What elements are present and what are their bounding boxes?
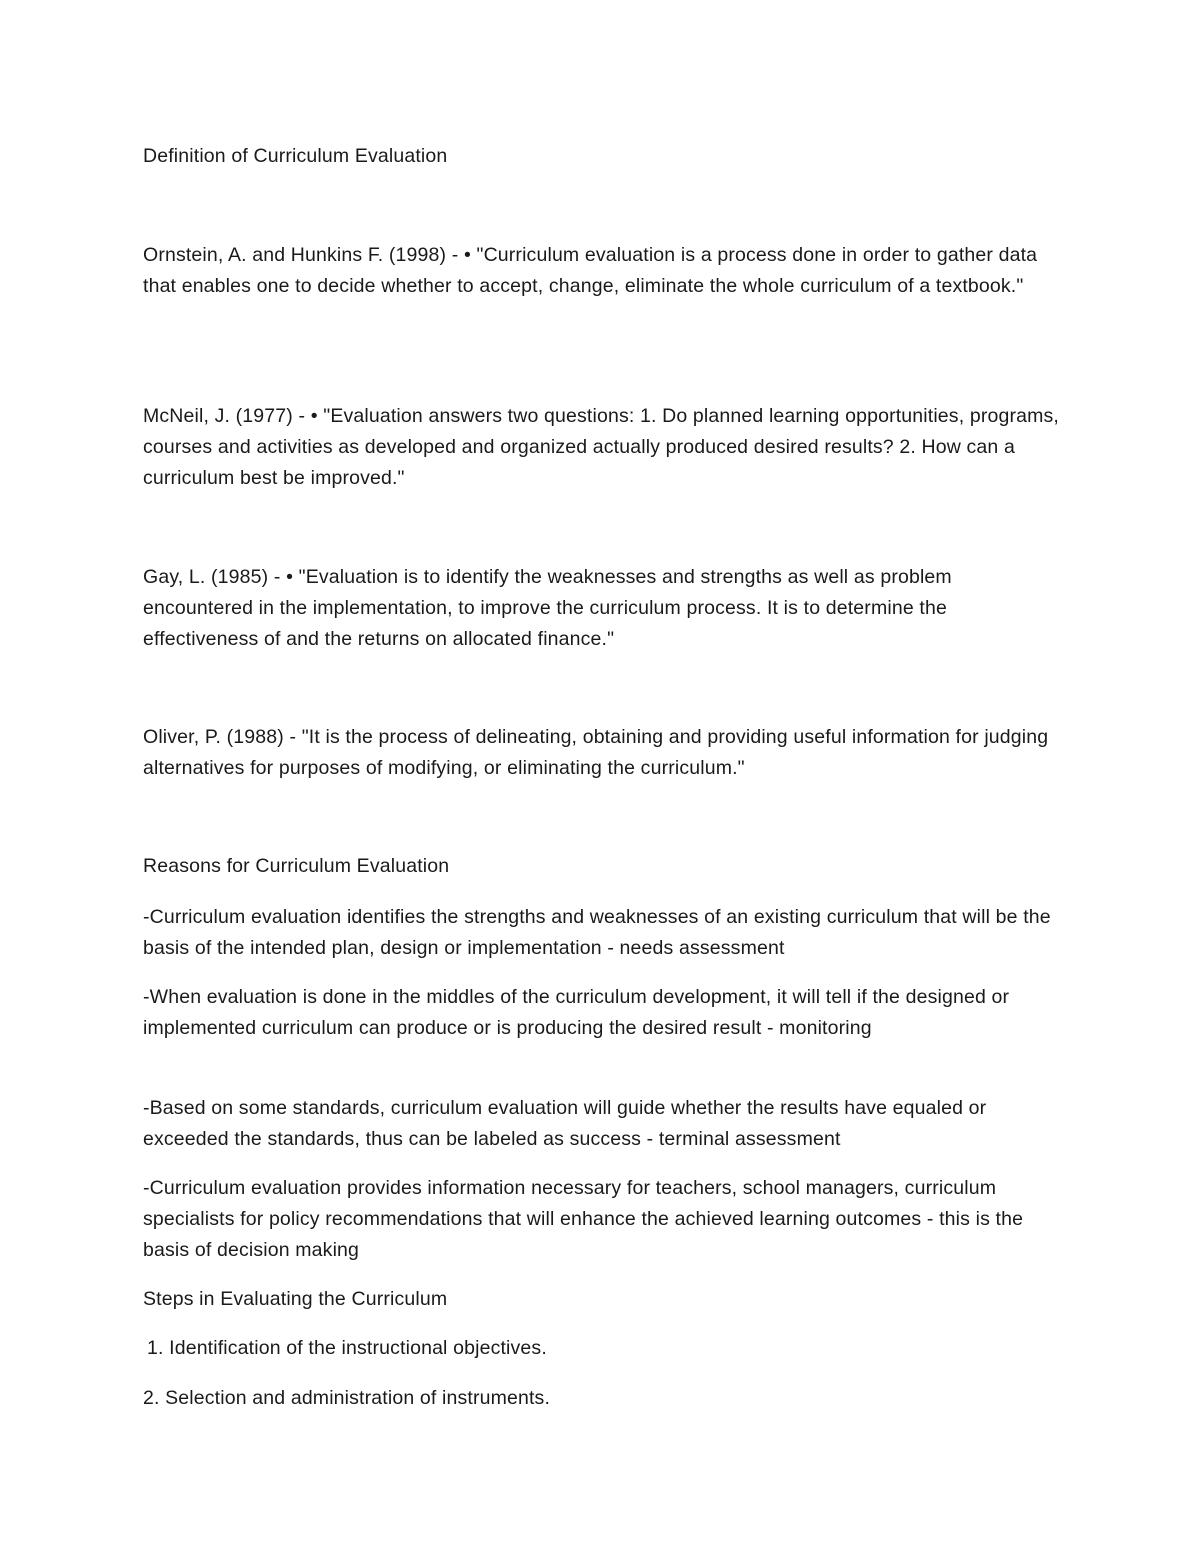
reason-paragraph-needs-assessment: -Curriculum evaluation identifies the strengths and weaknesses of an existing curriculum that will be the basis of the intended plan, design or implementation - needs assessment xyxy=(143,906,1051,959)
definition-paragraph-gay: Gay, L. (1985) - • "Evaluation is to identify the weaknesses and strengths as well as problem encountered in the implementation, to improve the curriculum process. It is to determine the effectiveness of and the returns on allocated finance." xyxy=(143,566,952,650)
step-item-identification: 1. Identification of the instructional objectives. xyxy=(147,1337,547,1359)
definition-paragraph-oliver: Oliver, P. (1988) - "It is the process of delineating, obtaining and providing useful information for judging alternatives for purposes of modifying, or eliminating the curriculum." xyxy=(143,726,1049,779)
reason-paragraph-monitoring: -When evaluation is done in the middles of the curriculum development, it will tell if the designed or implemented curriculum can produce or is producing the desired result - monitoring xyxy=(143,986,1010,1039)
section-heading-steps: Steps in Evaluating the Curriculum xyxy=(143,1288,448,1310)
reason-paragraph-terminal-assessment: -Based on some standards, curriculum evaluation will guide whether the results have equaled or exceeded the standards, thus can be labeled as success - terminal assessment xyxy=(143,1097,987,1150)
definition-paragraph-ornstein: Ornstein, A. and Hunkins F. (1998) - • "Curriculum evaluation is a process done in order to gather data that enables one to decide whether to accept, change, eliminate the whole curriculum of a textbook." xyxy=(143,244,1038,297)
definition-paragraph-mcneil: McNeil, J. (1977) - • "Evaluation answers two questions: 1. Do planned learning opportunities, programs, courses and activities as developed and organized actually produced desired results? 2. How can a curriculum best be improved." xyxy=(143,405,1059,489)
section-heading-definition: Definition of Curriculum Evaluation xyxy=(143,145,448,167)
step-item-selection: 2. Selection and administration of instruments. xyxy=(143,1387,551,1409)
section-heading-reasons: Reasons for Curriculum Evaluation xyxy=(143,855,450,877)
reason-paragraph-decision-making: -Curriculum evaluation provides information necessary for teachers, school managers, curriculum specialists for policy recommendations that will enhance the achieved learning outcomes - this is the basis of decision making xyxy=(143,1177,1024,1261)
